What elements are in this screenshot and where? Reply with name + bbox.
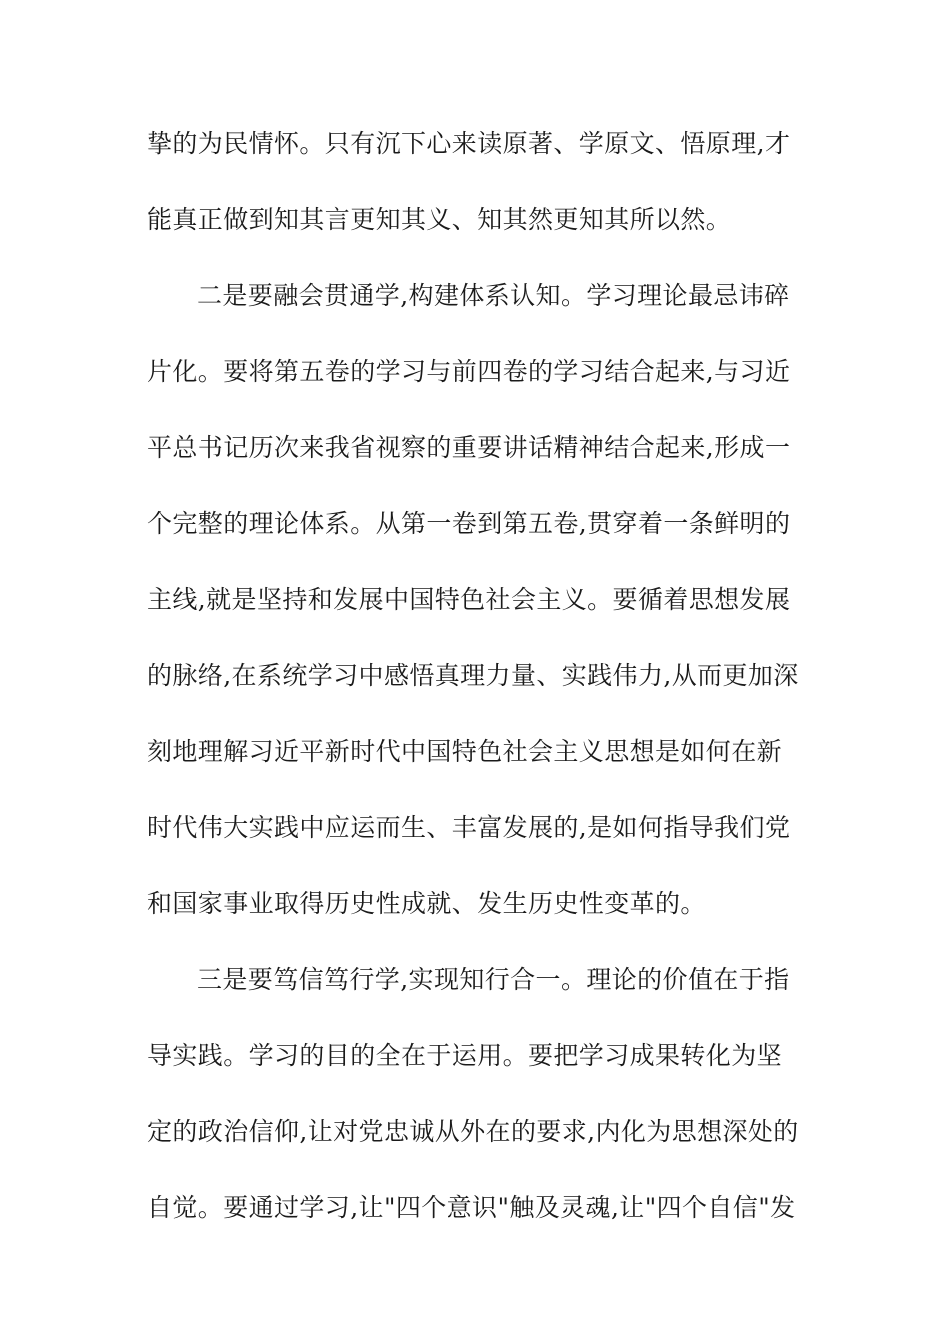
paragraph-3-first-line: 三是要笃信笃行学,实现知行合一。理论的价值在于指 [197,965,790,994]
text-line-2: 能真正做到知其言更知其义、知其然更知其所以然。 [147,205,732,234]
text-line-14: 定的政治信仰,让对党忠诚从外在的要求,内化为思想深处的 [147,1117,799,1146]
text-line-8: 的脉络,在系统学习中感悟真理力量、实践伟力,从而更加深 [147,661,799,690]
text-line-6: 个完整的理论体系。从第一卷到第五卷,贯穿着一条鲜明的 [147,509,791,538]
text-line-7: 主线,就是坚持和发展中国特色社会主义。要循着思想发展 [147,585,791,614]
text-line-11: 和国家事业取得历史性成就、发生历史性变革的。 [147,889,706,918]
paragraph-2-first-line: 二是要融会贯通学,构建体系认知。学习理论最忌讳碎 [197,281,790,310]
text-line-4: 片化。要将第五卷的学习与前四卷的学习结合起来,与习近 [147,357,791,386]
text-line-1: 挚的为民情怀。只有沉下心来读原著、学原文、悟原理,才 [147,129,791,158]
text-line-15: 自觉。要通过学习,让"四个意识"触及灵魂,让"四个自信"发 [147,1193,796,1222]
text-line-5: 平总书记历次来我省视察的重要讲话精神结合起来,形成一 [147,433,791,462]
text-line-13: 导实践。学习的目的全在于运用。要把学习成果转化为坚 [147,1041,783,1070]
text-line-9: 刻地理解习近平新时代中国特色社会主义思想是如何在新 [147,737,783,766]
text-line-10: 时代伟大实践中应运而生、丰富发展的,是如何指导我们党 [147,813,791,842]
